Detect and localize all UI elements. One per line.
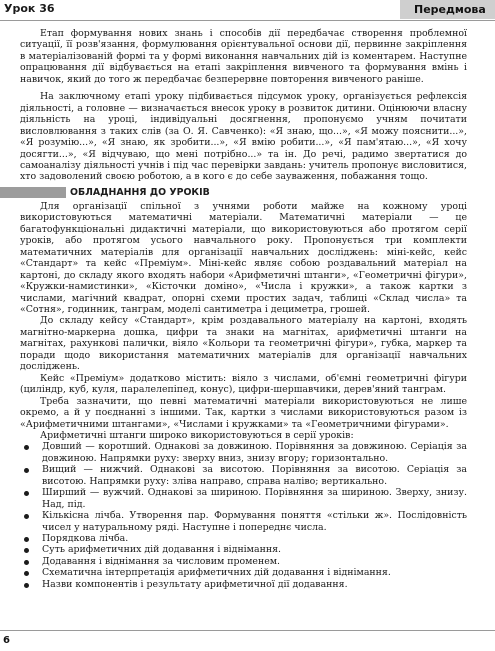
bullet-icon (24, 537, 29, 542)
page-footer (0, 630, 495, 651)
list-item (20, 544, 467, 555)
list-item-text: Порядкова лічба. (42, 533, 129, 545)
list-item (20, 567, 467, 578)
list-item-text: Додавання і віднімання за числовим променем. (42, 555, 281, 567)
page-number: 6 (3, 635, 10, 646)
list-item-text: Вищий — нижчий. Однакові за висотою. Порівняння за висотою. Серіація за висотою. Напрямки руху: зліва направо, справа наліво; вертикально. (42, 464, 467, 487)
list-item (20, 464, 467, 487)
bullet-icon (24, 583, 29, 588)
list-item (20, 556, 467, 567)
list-item (20, 487, 467, 510)
body-paragraph: Кейс «Преміум» додатково містить: віяло з числами, об'ємні геометричні фігури (циліндр, куб, куля, паралелепіпед, конус), цифри-шершавчики, дерев'яний танграм. (20, 372, 467, 396)
section-heading (0, 187, 467, 199)
bullet-icon (24, 560, 29, 565)
bullet-icon (24, 445, 29, 450)
list-item-text: Назви компонентів і результату арифметичної дії додавання. (42, 578, 348, 590)
list-item (20, 441, 467, 464)
body-paragraph: Треба зазначити, що певні математичні матеріали використовуються не лише окремо, а й у поєднанні з іншими. Так, картки з числами використовуються разом із «Арифметичними штангами», «Числами і кружками» та «Геометричними фігурами». (20, 395, 467, 430)
section-tab: Передмова (400, 0, 495, 19)
intro-paragraph: На заключному етапі уроку підбивається підсумок уроку, організується рефлексія діяльності, а головне — визначається внесок уроку в розвиток дитини. Оцінюючи власну діяльність на уроці, індивідуальні досягнення, пропонуємо учням почитати висловлювання з таких слів (за О. Я. Савченко): «Я знаю, що...», «Я можу пояснити...», «Я розумію...», «Я знаю, як зробити...», «Я вмію робити...», «Я пам'ятаю...», «Я хочу досягти...», «Я відчуваю, що мені потрібно...» та ін. До речі, радимо звертатися до самоаналізу діяльності учнів і під час перевірки завдань: учитель пропонує висловитися, хто задоволений своєю роботою, а в кого є до себе зауваження, побажання тощо. (20, 91, 467, 183)
list-item-text: Довший — коротший. Однакові за довжиною. Порівняння за довжиною. Серіація за довжиною. Напрямки руху: зверху вниз, знизу вгору; горизонтально. (42, 441, 467, 464)
lesson-label: Урок 36 (4, 2, 55, 15)
bullet-icon (24, 468, 29, 473)
section-title: ОБЛАДНАННЯ ДО УРОКІВ (70, 187, 210, 199)
list-item (20, 510, 467, 533)
list-item-text: Схематична інтерпретація арифметичних дій додавання і віднімання. (42, 567, 391, 579)
intro-paragraph: Етап формування нових знань і способів дії передбачає створення проблемної ситуації, її розв'язання, формулювання орієнтувальної основи дії, первинне закріплення в матеріалізованій формі та у формі виконання навчальних дій із коментарем. Наступне опрацювання дії відбувається на етапі закріплення вивченого та формування вмінь і навичок, який до того ж передбачає безперервне повторення вивченого раніше. (20, 28, 467, 85)
body-paragraph: Для організації спільної з учнями роботи майже на кожному уроці використовуються математичні матеріали. Математичні матеріали — це багатофункціональні дидактичні матеріали, що використовуються або протягом серії уроків, або протягом усього навчального року. Пропонується три комплекти математичних матеріалів для організації навчальних досліджень: міні-кейс, кейс «Стандарт» та кейс «Преміум». Міні-кейс являє собою роздавальний матеріал на картоні, до складу якого входять набори «Арифметичні штанги», «Геометричні фігури», «Кружки-намистинки», «Кісточки доміно», «Числа і кружки», а також картки з числами, магічний квадрат, опорні схеми простих задач, таблиці «Склад числа» та «Сотня», годинник, танграм, моделі сантиметра і дециметра, грошей. (20, 200, 467, 315)
page-content (20, 28, 467, 590)
bullet-icon (24, 571, 29, 576)
bullet-icon (24, 548, 29, 553)
list-item (20, 533, 467, 544)
list-item-text: Кількісна лічба. Утворення пар. Формування поняття «стільки ж». Послідовність чисел у натуральному ряді. Наступне і попереднє числа. (42, 510, 467, 533)
bullet-icon (24, 514, 29, 519)
body-paragraph: Арифметичні штанги широко використовуються в серії уроків: (40, 429, 354, 441)
body-paragraph: До складу кейсу «Стандарт», крім роздавального матеріалу на картоні, входять магнітно-маркерна дошка, цифри та знаки на магнітах, арифметичні штанги на магнітах, рахункові палички, віяло «Кольори та геометричні фігури», губка, маркер та поради щодо використання математичних матеріалів для організації навчальних досліджень. (20, 315, 467, 373)
bullet-list (20, 441, 467, 590)
bullet-icon (24, 491, 29, 496)
page-header (0, 0, 495, 21)
heading-bar-decoration (0, 187, 66, 198)
list-item-text: Ширший — вужчий. Однакові за шириною. Порівняння за шириною. Зверху, знизу. Над, під. (42, 487, 467, 510)
list-item-text: Суть арифметичних дій додавання і віднімання. (42, 544, 281, 556)
list-item (20, 579, 467, 590)
